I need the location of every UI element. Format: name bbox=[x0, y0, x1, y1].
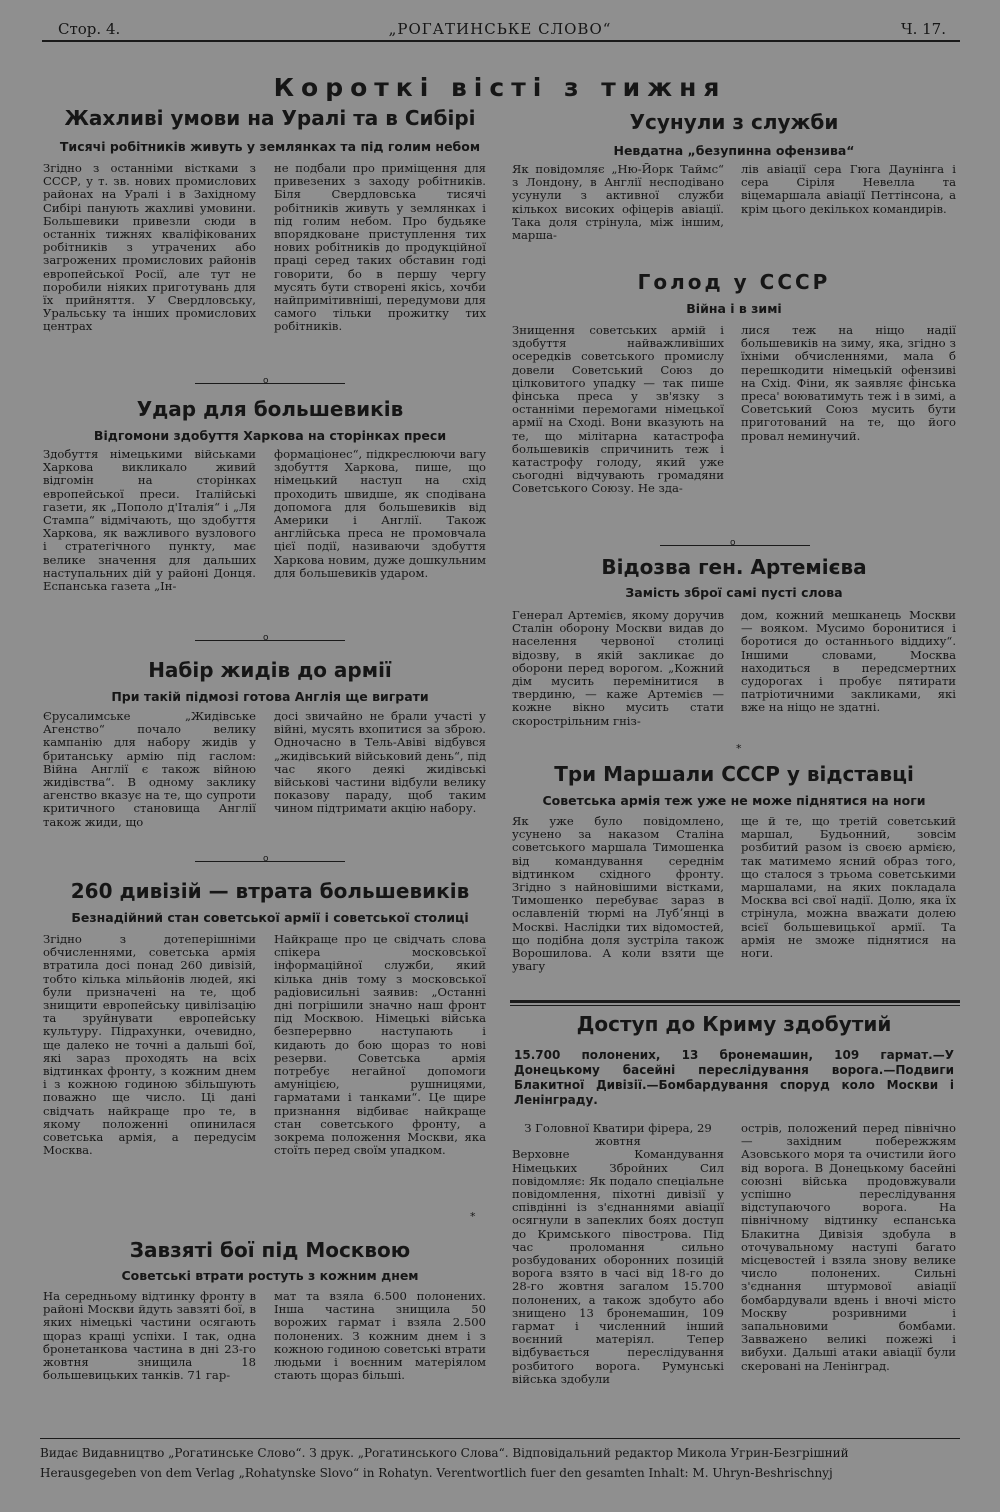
article-body-artemiev-1: Генерал Артемієв, якому доручив Сталін оборону Москви видав до населення червоної столиці відозву, в якій закликає до оборони перед ворогом. „Кожний дім мусить перемінитися в твердиню, — каже Артемієв — кожне вікно мусить стати скорострільним гніз- bbox=[512, 609, 724, 728]
article-title-divisions: 260 дивізій — втрата большевиків bbox=[70, 879, 470, 903]
article-body-dismissed-2: лів авіації сера Гюга Даунінга і сера Сіріля Невелла та віцемаршала авіації Петтінсона, а крім цього декількох командирів. bbox=[741, 163, 956, 216]
star-mark: * bbox=[470, 1210, 476, 1223]
section-rule bbox=[510, 1005, 960, 1006]
star-mark: * bbox=[736, 742, 742, 755]
article-subtitle-marshals: Советська армія теж уже не може піднятися на ноги bbox=[542, 793, 926, 808]
divider-mark: o bbox=[263, 633, 269, 643]
article-subtitle-artemiev: Замість зброї самі пусті слова bbox=[625, 585, 843, 600]
article-title-moscow: Завзяті бої під Москвою bbox=[129, 1238, 411, 1262]
article-body-moscow-2: мат та взяла 6.500 полонених. Інша частина знищила 50 ворожих гармат і взяла 2.500 полонених. З кожним днем і з кожною годиною советські втрати людьми і воєнним матеріялом стають щораз більші. bbox=[274, 1290, 486, 1383]
article-body-kharkiv-2: формаціонес“, підкреслюючи вагу здобуття Харкова, пише, що німецький наступ на схід проходить швидше, як сподівана допомога для большевиків від Америки і Англії. Також англійська преса не промовчала цієї події, називаючи здобуття Харкова новим, дуже дошкульним для большевиків ударом. bbox=[274, 448, 486, 580]
divider-mark: o bbox=[730, 538, 736, 548]
footer-publisher-uk: Видає Видавництво „Рогатинське Слово“. З друк. „Рогатинського Слова“. Відповідальний редактор Микола Угрин-Безгрішний bbox=[40, 1446, 849, 1460]
footer-rule bbox=[40, 1438, 960, 1439]
divider-mark: o bbox=[263, 854, 269, 864]
article-text-crimea-1: Верховне Командування Німецьких Збройних Сил повідомляє: Як подало спеціальне повідомлення, піхотні дивізії у співдінні із з'єднаннями авіації осягнули в запеклих боях доступ до Кримського півострова. Під час проломання сильно розбудованих оборонних позицій ворога взято в часі від 18-го до 28-го жовтня загалом 15.700 полонених, а також здобуто або знищено 13 бронемашин, 109 гармат і численний інший воєнний матеріял. Тепер відбувається переслідування розбитого ворога. Румунські війська здобули bbox=[512, 1147, 724, 1386]
article-body-crimea-1 bbox=[512, 1122, 724, 1436]
article-body-ural-2: не подбали про приміщення для привезених з заходу робітників. Біля Свердловська тисячі робітників живуть у землянках і під голим небом. Про будьяке впорядковане приступлення тих нових робітників до продукційної праці серед таких обставин годі говорити, бо в першу чергу мусять бути створені якісь, хочби найпримітивніші, передумови для самого тільки прожитку тих робітників. bbox=[274, 162, 486, 334]
article-body-marshals-1: Як уже було повідомлено, усунено за наказом Сталіна советського маршала Тимошенка від командування середнім відтинком східного фронту. Згідно з найновішими вістками, Тимошенко перебуває зараз в ославленій тюрмі на Лубʼянці в Москві. Наслідки тих відомостей, що подібна доля зустріла також Ворошилова. А коли взяти ще увагу bbox=[512, 815, 724, 974]
article-title-artemiev: Відозва ген. Артемієва bbox=[601, 555, 867, 579]
article-title-kharkiv: Удар для большевиків bbox=[136, 397, 404, 421]
article-title-ural: Жахливі умови на Уралі та в Сибірі bbox=[64, 106, 476, 130]
article-body-dismissed-1: Як повідомляє „Ню-Йорк Таймс“ з Лондону, в Англії несподівано усунули з активної служби кількох високих офіцерів авіації. Така доля стрінула, між іншим, марша- bbox=[512, 163, 724, 243]
article-body-jews-2: досі звичайно не брали участі у війні, мусять вхопитися за зброю. Одночасно в Тель-Авіві відбувся „жидівський військовий день“, під час якого деякі жидівські військові частини відбули велику показову параду, щоб таким чином підтримати акцію набору. bbox=[274, 710, 486, 816]
article-body-marshals-2: ще й те, що третій советський маршал, Будьонний, зовсім розбитий разом із своєю армією, так матимемо ясний образ того, що сталося з трьома советськими маршалами, на яких покладала Москва всі свої надії. Долю, яка їх стрінула, можна вважати долею всієї большевицької армії. Та армія не зможе піднятися на ноги. bbox=[741, 815, 956, 961]
article-subtitle-dismissed: Невдатна „безупинна офензива“ bbox=[613, 143, 855, 158]
section-rule bbox=[510, 1000, 960, 1003]
article-body-kharkiv-1: Здобуття німецькими військами Харкова викликало живий відгомін на сторінках европейської преси. Італійські газети, як „Пополо д'Італія“ і „Ля Стампа“ відмічають, що здобуття Харкова, як важливого вузлового і стратегічного пункту, має велике значення для дальших наступальних дій у районі Донця. Еспанська газета „Ін- bbox=[43, 448, 256, 594]
article-body-crimea-2: острів, положений перед північно — західним побережжям Азовського моря та очистили його від ворога. В Донецькому басейні союзні війська продовжували успішно переслідування відступаючого ворога. На північному відтинку еспанська Блакитна Дивізія здобула в оточувальному наступі багато місцевостей і взяла знову велике число полонених. Сильні з'єднання штурмової авіації бомбардували вдень і вночі місто Москву розривними і запальновими бомбами. Завважено великі пожежі і вибухи. Дальші атаки авіації були скеровані на Ленінград. bbox=[741, 1122, 956, 1373]
divider bbox=[195, 640, 345, 641]
paper-name: „РОГАТИНСЬКЕ СЛОВО“ bbox=[388, 20, 612, 38]
article-body-ural-1: Згідно з останніми вістками з СССР, у т. зв. нових промислових районах на Уралі і в Західному Сибірі панують жахливі умовини. Большевики привезли сюди в останніх тижнях кваліфікованих робітників з утрачених або загрожених промислових районів европейської Росії, але тут не поробили ніяких приготувань для їх прийняття. У Свердловську, Уральську та інших промислових центрах bbox=[43, 162, 256, 334]
article-body-famine-2: лися теж на ніщо надії большевиків на зиму, яка, згідно з їхніми обчисленнями, мала б перешкодити німецькій офензиві на Схід. Фіни, як заявляє фінська преса' воюватимуть теж і в зимі, а Советський Союз мусить бути приготований на те, що його провал неминучий. bbox=[741, 324, 956, 443]
article-body-moscow-1: На середньому відтинку фронту в районі Москви йдуть завзяті бої, в яких німецькі частини осягають щораз кращі успіхи. І так, одна бронетанкова частина в дні 23-го жовтня знищила 18 большевицьких танків. 71 гар- bbox=[43, 1290, 256, 1383]
article-dateline-crimea: З Головної Кватири фірера, 29 жовтня bbox=[524, 1122, 712, 1149]
article-title-famine: Голод у СССР bbox=[637, 270, 831, 294]
section-title: Короткі вісті з тижня bbox=[273, 73, 727, 102]
article-subtitle-moscow: Советські втрати ростуть з кожним днем bbox=[121, 1268, 419, 1283]
footer-publisher-de: Herausgegeben von dem Verlag „Rohatynske Slovo“ in Rohatyn. Verentwortlich fuer den gesamten Inhalt: M. Uhryn-Beshrischnyj bbox=[40, 1466, 833, 1480]
article-subtitle-kharkiv: Відгомони здобуття Харкова на сторінках преси bbox=[93, 428, 447, 443]
divider-mark: o bbox=[263, 376, 269, 386]
article-subtitle-ural: Тисячі робітників живуть у землянках та під голим небом bbox=[59, 139, 481, 154]
article-body-divisions-2: Найкраще про це свідчать слова спікера московської інформаційної служби, який кілька днів тому з московської радіовисильні заявив: „Останні дні погрішили значно наш фронт під Москвою. Німецькі війська безперервно наступають і кидають до бою щораз то нові резерви. Советська армія потребує негайної допомоги амуніцією, рушницями, гарматами і танками“. Це щире признання відбиває найкраще стан советського фронту, а зокрема положення Москви, яка стоїть перед своїм упадком. bbox=[274, 933, 486, 1158]
article-title-jews: Набір жидів до армії bbox=[148, 658, 392, 682]
page-number: Стор. 4. bbox=[58, 20, 121, 38]
article-body-divisions-1: Згідно з дотеперішніми обчисленнями, советська армія втратила досі понад 260 дивізій, тобто кілька мільйонів людей, які були призначені на те, щоб знищити европейську цивілізацію та зруйнувати европейську культуру. Підрахунки, очевидно, ще далеко не точні а дальші бої, які зараз проходять на всіх відтинках фронту, з кожним днем і з кожною годиною збільшують поважно ще число. Ці дані свідчать найкраще про те, в якому положенні опинилася советська армія, а передусім Москва. bbox=[43, 933, 256, 1158]
article-title-dismissed: Усунули з служби bbox=[629, 110, 839, 134]
divider bbox=[195, 383, 345, 384]
issue-number: Ч. 17. bbox=[901, 20, 946, 38]
article-body-jews-1: Єрусалимське „Жидівське Агенство“ почало велику кампанію для набору жидів у британську армію під гаслом: Війна Англії є також війною жидівства“. В одному заклику агенство вказує на те, що супроти критичного становища Англії також жиди, що bbox=[43, 710, 256, 829]
divider bbox=[195, 861, 345, 862]
article-subtitle-jews: При такій підмозі готова Англія ще виграти bbox=[111, 689, 429, 704]
article-body-famine-1: Знищення советських армій і здобуття найважливіших осередків советського промислу довели Советський Союз до цілковитого упадку — так пише фінська преса у зв'язку з останніми перемогами німецької армії на Сході. Вони вказують на те, що мілітарна катастрофа большевиків спричинить теж і катастрофу голоду, який уже сьогодні відчувають громадяни Советського Союзу. Не зда- bbox=[512, 324, 724, 496]
article-lead-crimea: 15.700 полонених, 13 бронемашин, 109 гармат.—У Донецькому басейні переслідування ворога.—Подвиги Блакитної Дивізії.—Бомбардування споруд коло Москви і Ленінграду. bbox=[514, 1048, 954, 1107]
article-subtitle-famine: Війна і в зимі bbox=[686, 301, 782, 316]
header-rule bbox=[42, 40, 960, 42]
article-title-crimea: Доступ до Криму здобутий bbox=[576, 1012, 892, 1036]
article-title-marshals: Три Маршали СССР у відставці bbox=[554, 762, 914, 786]
article-body-artemiev-2: дом, кожний мешканець Москви — вояком. Мусимо боронитися і боротися до останнього віддиху“. Іншими словами, Москва находиться в передсмертних судорогах і пробує пятирати патріотичними закликами, які вже на ніщо не здатні. bbox=[741, 609, 956, 715]
article-subtitle-divisions: Безнадійний стан советської армії і советської столиці bbox=[71, 910, 469, 925]
